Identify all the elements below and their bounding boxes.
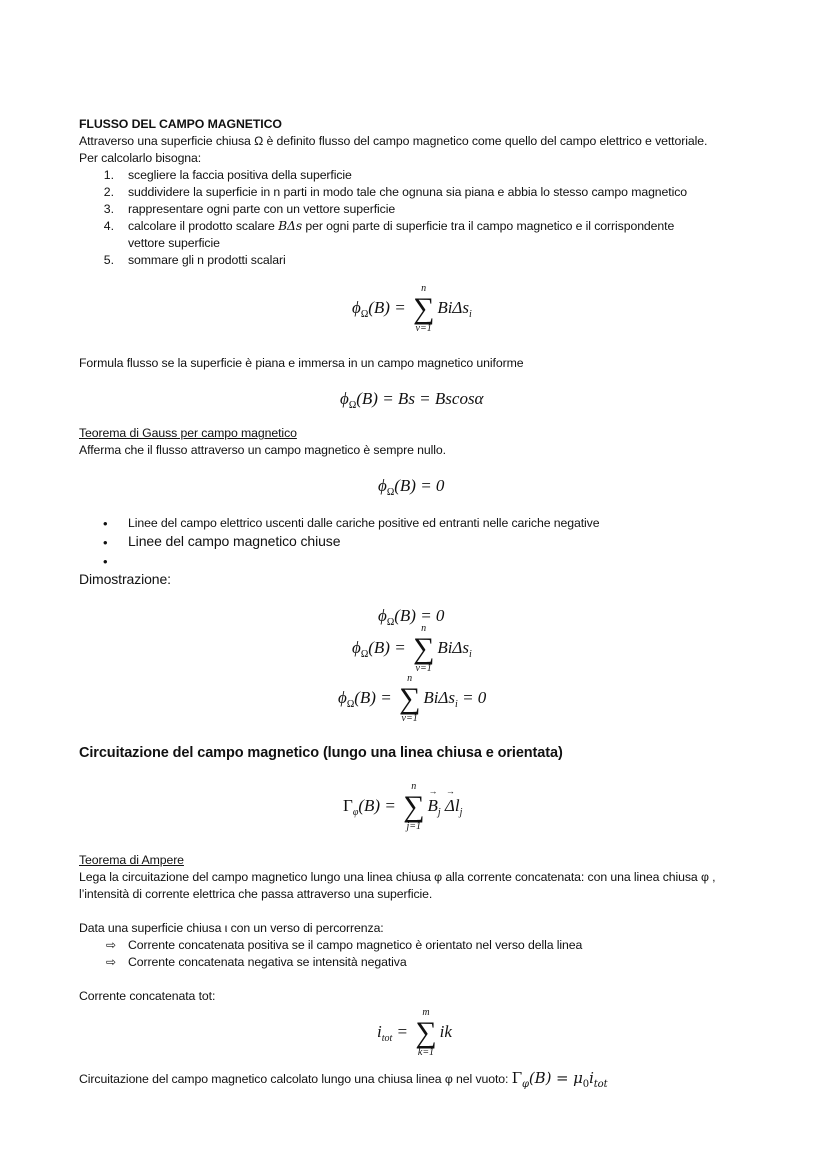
step-text <box>128 219 674 234</box>
eq-subscript: φ <box>352 806 359 818</box>
eq-subscript: Ω <box>346 698 355 710</box>
gauss-text: Afferma che il flusso attraverso un campo magnetico è sempre nullo. <box>79 443 446 457</box>
sum-lower: v=1 <box>401 713 418 724</box>
step-text-continuation: vettore superficie <box>128 236 220 250</box>
eq-symbol: ϕ <box>378 476 387 495</box>
inline-math: BΔs <box>278 219 303 233</box>
eq-symbol: Γ <box>511 1069 522 1087</box>
eq-symbol: i <box>377 1021 382 1041</box>
sum-lower: v=1 <box>415 663 432 674</box>
eq-text: BiΔs <box>437 297 470 317</box>
ampere-line-2: l’intensità di corrente elettrica che passa attraverso una superficie. <box>79 887 433 901</box>
eq-subscript: j <box>459 806 463 818</box>
eq-symbol: ϕ <box>340 389 349 408</box>
eq-subscript: i <box>469 648 472 660</box>
step-text: scegliere la faccia positiva della superficie <box>128 168 352 182</box>
eq-subscript: i <box>469 308 472 320</box>
eq-text: (B) = μ <box>528 1069 583 1087</box>
eq-text: (B) = <box>368 297 406 317</box>
ampere-heading: Teorema di Ampere <box>79 853 184 867</box>
summation-sign: n ∑ v=1 <box>412 623 435 674</box>
eq-text: BiΔs <box>437 637 470 657</box>
eq-subscript: Ω <box>360 308 369 320</box>
final-text: Circuitazione del campo magnetico calcolato lungo una chiusa linea φ nel vuoto: <box>79 1072 512 1086</box>
equation-proof-3 <box>338 674 486 724</box>
sum-lower: v=1 <box>415 323 432 334</box>
equation-gauss <box>378 476 444 498</box>
equation-flux-sum <box>352 284 472 334</box>
sum-upper: n <box>411 781 417 792</box>
eq-symbol: ϕ <box>378 606 387 625</box>
eq-text: (B) = 0 <box>394 476 445 495</box>
eq-text: (B) = Bs = Bscosα <box>356 389 484 408</box>
bullet-text: Linee del campo elettrico uscenti dalle cariche positive ed entranti nelle cariche negative <box>128 516 600 530</box>
gauss-heading: Teorema di Gauss per campo magnetico <box>79 426 297 440</box>
bullet-text: Linee del campo magnetico chiuse <box>128 533 341 549</box>
equation-circuitazione <box>343 782 462 832</box>
final-statement <box>79 1071 608 1092</box>
bullet-icon: • <box>103 516 108 531</box>
section-title: FLUSSO DEL CAMPO MAGNETICO <box>79 117 282 131</box>
eq-symbol: ϕ <box>352 637 361 657</box>
uniform-field-label: Formula flusso se la superficie è piana e immersa in un campo magnetico uniforme <box>79 356 524 370</box>
equation-uniform-flux <box>340 389 483 411</box>
eq-subscript: tot <box>381 1032 393 1044</box>
sum-lower: k=1 <box>417 1047 435 1058</box>
arrow-item-text: Corrente concatenata negativa se intensità negativa <box>128 955 407 969</box>
sum-lower: j=1 <box>406 821 422 832</box>
eq-symbol: Γ <box>343 795 353 815</box>
summation-sign: n ∑ v=1 <box>398 673 421 724</box>
ampere-given: Data una superficie chiusa ι con un verso di percorrenza: <box>79 921 384 935</box>
eq-subscript: 0 <box>582 1079 590 1090</box>
sum-upper: n <box>421 623 427 634</box>
vector-b: → B <box>427 796 437 816</box>
circuitazione-heading: Circuitazione del campo magnetico (lungo una linea chiusa e orientata) <box>79 745 563 761</box>
proof-label: Dimostrazione: <box>79 571 171 587</box>
sum-upper: n <box>407 673 413 684</box>
step-text: rappresentare ogni parte con un vettore superficie <box>128 202 396 216</box>
ampere-line-1: Lega la circuitazione del campo magnetico lungo una linea chiusa φ alla corrente concatenata: con una linea chiusa φ , <box>79 870 716 884</box>
eq-text: ik <box>439 1021 452 1041</box>
step-text: suddividere la superficie in n parti in modo tale che ognuna sia piana e abbia lo stesso campo magnetico <box>128 185 688 199</box>
eq-symbol: ϕ <box>338 687 347 707</box>
eq-text: (B) = <box>368 637 406 657</box>
eq-text: = <box>396 1021 409 1041</box>
summation-sign: n ∑ j=1 <box>403 781 425 832</box>
step-number: 5. <box>103 253 114 267</box>
equation-total-current <box>377 1008 452 1058</box>
step-text: sommare gli n prodotti scalari <box>128 253 286 267</box>
step-number: 4. <box>103 219 114 233</box>
eq-subscript: Ω <box>386 617 395 628</box>
summation-sign: m ∑ k=1 <box>415 1007 437 1058</box>
eq-subscript: Ω <box>348 400 357 411</box>
equation-proof-2 <box>352 624 472 674</box>
final-equation <box>511 1069 608 1090</box>
eq-text: i <box>589 1069 594 1087</box>
bullet-icon: • <box>103 535 108 550</box>
eq-subscript: Ω <box>360 648 369 660</box>
sum-upper: m <box>422 1007 430 1018</box>
intro-line-2: Per calcolarlo bisogna: <box>79 151 202 165</box>
total-current-label: Corrente concatenata tot: <box>79 989 216 1003</box>
step-number: 2. <box>103 185 114 199</box>
eq-text: (B) = 0 <box>394 606 445 625</box>
eq-subscript: Ω <box>386 487 395 498</box>
eq-text: BiΔs <box>423 687 456 707</box>
intro-line-1: Attraverso una superficie chiusa Ω è definito flusso del campo magnetico come quello del campo elettrico e vettoriale. <box>79 134 708 148</box>
step-number: 3. <box>103 202 114 216</box>
step-number: 1. <box>103 168 114 182</box>
step-text-part: per ogni parte di superficie tra il campo magnetico e il corrispondente <box>302 219 675 233</box>
eq-subscript: tot <box>593 1079 608 1090</box>
bullet-icon: • <box>103 554 108 569</box>
vector-dl: → Δl <box>445 796 460 816</box>
arrow-right-icon: ⇨ <box>106 938 117 952</box>
sum-upper: n <box>421 283 427 294</box>
arrow-item-text: Corrente concatenata positiva se il campo magnetico è orientato nel verso della linea <box>128 938 583 952</box>
summation-sign: n ∑ v=1 <box>412 283 435 334</box>
eq-symbol: ϕ <box>352 297 361 317</box>
eq-subscript: φ <box>522 1079 529 1090</box>
eq-subscript: j <box>437 806 441 818</box>
arrow-right-icon: ⇨ <box>106 955 117 969</box>
eq-text: (B) = <box>354 687 392 707</box>
step-text-part: calcolare il prodotto scalare <box>128 219 279 233</box>
eq-text: (B) = <box>358 795 396 815</box>
eq-subscript: i <box>455 698 458 710</box>
eq-text: = 0 <box>457 687 487 707</box>
